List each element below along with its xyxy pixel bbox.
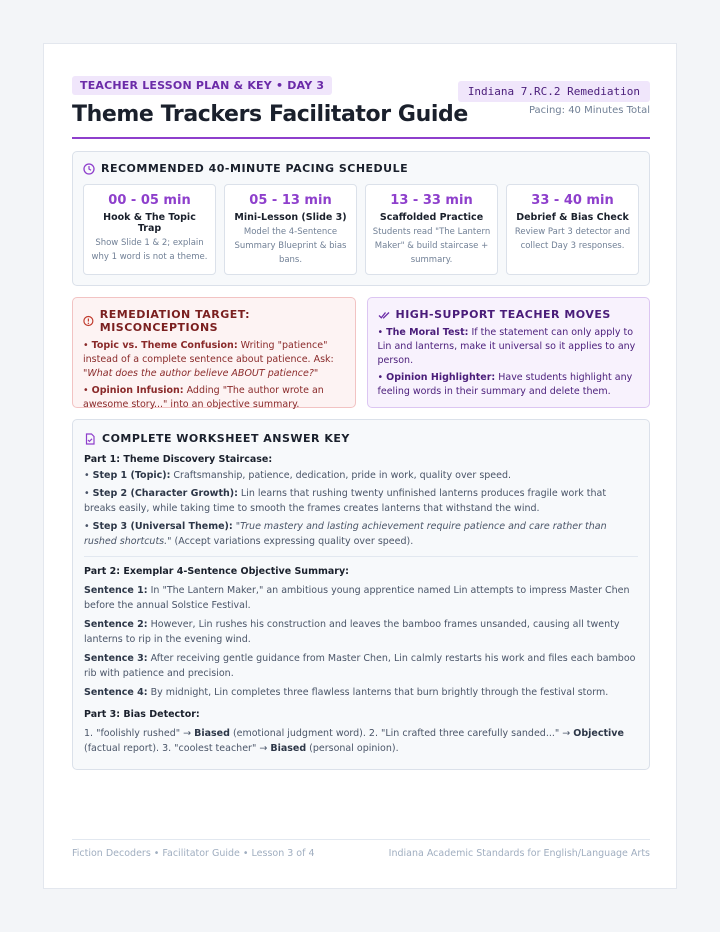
schedule-card (83, 184, 216, 275)
pacing-schedule-title: RECOMMENDED 40-MINUTE PACING SCHEDULE (101, 162, 409, 175)
schedule-time: 13 - 33 min (390, 193, 473, 208)
schedule-title: Scaffolded Practice (379, 212, 484, 223)
callout-row (72, 297, 650, 408)
misconception-text: Writing "patience" instead of a complete sentence about patience. Ask: (83, 340, 334, 365)
schedule-title: Hook & The Topic Trap (103, 212, 196, 234)
sentence-label: Sentence 4: (84, 687, 148, 698)
lesson-badge: TEACHER LESSON PLAN & KEY • DAY 3 (72, 76, 332, 95)
divider (84, 556, 638, 557)
misconception-text: Adding "The author wrote an awesome story..." into an objective summary. (83, 385, 324, 410)
misconception-topic-theme: • Topic vs. Theme Confusion: Writing "patience" instead of a complete sentence about patience. Ask: "What does the author believe ABOUT patience?" (83, 340, 334, 379)
step2: • Step 2 (Character Growth): Lin learns that rushing twenty unfinished lanterns produces fragile work that breaks easily, while taking time to smooth the frames creates lanterns that withstand the wind. (84, 488, 607, 514)
step-text: Lin learns that rushing twenty unfinished lanterns produces fragile work that breaks easily, while taking time to smooth the frames creates lanterns that withstand the wind. (84, 488, 607, 514)
footer-left: Fiction Decoders • Facilitator Guide • Lesson 3 of 4 (72, 848, 315, 859)
step-label: Step 1 (Topic): (92, 470, 171, 481)
bias-text: (factual report). 3. "coolest teacher" → (84, 743, 271, 754)
bias-detector-answers (84, 726, 638, 756)
move-label: The Moral Test: (386, 327, 469, 338)
sentence-label: Sentence 2: (84, 619, 148, 630)
theme-quote: "True mastery and lasting achievement require patience and care rather than rushed shortcuts." (84, 521, 607, 547)
part1-heading: Part 1: Theme Discovery Staircase: (84, 454, 273, 465)
page (43, 43, 677, 889)
step-label: Step 2 (Character Growth): (92, 488, 238, 499)
teacher-moves-panel (367, 297, 651, 408)
sentence3 (84, 651, 638, 681)
misconception-label: Opinion Infusion: (91, 385, 184, 396)
answer-key-panel (72, 419, 650, 770)
schedule-title: Mini-Lesson (Slide 3) (234, 212, 347, 223)
remediation-heading (83, 308, 345, 334)
answer-key-title: COMPLETE WORKSHEET ANSWER KEY (102, 432, 350, 445)
move-label: Opinion Highlighter: (386, 372, 496, 383)
move-opinion-highlighter: • Opinion Highlighter: Have students highlight any feeling words in their summary and delete them. (377, 372, 633, 397)
page-title: Theme Trackers Facilitator Guide (72, 102, 468, 127)
schedule-desc: Review Part 3 detector and collect Day 3 responses. (514, 227, 631, 251)
part2-heading: Part 2: Exemplar 4-Sentence Objective Summary: (84, 566, 349, 577)
sentence-text: However, Lin rushes his construction and leaves the bamboo frames unsanded, causing all twenty lanterns to rip in the evening wind. (84, 619, 620, 645)
teacher-moves-title: HIGH-SUPPORT TEACHER MOVES (395, 308, 611, 321)
move-moral-test: • The Moral Test: If the statement can only apply to Lin and lanterns, make it universal so it applies to any person. (377, 327, 636, 366)
move-text: Have students highlight any feeling words in their summary and delete them. (377, 372, 633, 397)
pacing-schedule-panel (72, 151, 650, 286)
misconception-quote: "What does the author believe ABOUT patience?" (83, 368, 319, 379)
bias-text: (personal opinion). (306, 743, 399, 754)
sentence4 (84, 685, 638, 700)
schedule-desc: Model the 4-Sentence Summary Blueprint & bias bans. (234, 227, 347, 265)
schedule-time: 33 - 40 min (531, 193, 614, 208)
clock-icon (83, 163, 95, 175)
double-check-icon (378, 309, 390, 321)
schedule-card (224, 184, 357, 275)
sentence-text: After receiving gentle guidance from Master Chen, Lin calmly restarts his work and files each bamboo rib with patience and precision. (84, 653, 636, 679)
pacing-total: Pacing: 40 Minutes Total (528, 105, 650, 116)
schedule-card (365, 184, 498, 275)
step1: • Step 1 (Topic): Craftsmanship, patience, dedication, pride in work, quality over speed. (84, 470, 512, 481)
step-text: (Accept variations expressing quality over speed). (171, 536, 414, 547)
bias-text: 1. "foolishly rushed" → (84, 728, 195, 739)
schedule-title: Debrief & Bias Check (516, 212, 629, 223)
answer-key-heading (84, 432, 638, 445)
remediation-panel (72, 297, 356, 408)
misconception-opinion: • Opinion Infusion: Adding "The author wrote an awesome story..." into an objective summary. (83, 385, 324, 410)
misconception-label: Topic vs. Theme Confusion: (91, 340, 238, 351)
step3: • Step 3 (Universal Theme): "True mastery and lasting achievement require patience and care rather than rushed shortcuts." (Accept variations expressing quality over speed). (84, 521, 607, 547)
sentence-text: In "The Lantern Maker," an ambitious young apprentice named Lin attempts to impress Master Chen before the annual Solstice Festival. (84, 585, 630, 611)
sentence2 (84, 617, 638, 647)
footer-right: Indiana Academic Standards for English/Language Arts (388, 848, 650, 859)
sentence-label: Sentence 1: (84, 585, 148, 596)
schedule-time: 00 - 05 min (108, 193, 191, 208)
pacing-schedule-heading (83, 162, 639, 175)
bias-text: (emotional judgment word). 2. "Lin crafted three carefully sanded..." → (229, 728, 574, 739)
page-footer (72, 839, 650, 859)
schedule-time: 05 - 13 min (249, 193, 332, 208)
sentence1 (84, 583, 638, 613)
alert-circle-icon (83, 315, 94, 327)
schedule-row (83, 184, 639, 275)
page-content (72, 74, 650, 770)
document-check-icon (84, 433, 96, 445)
schedule-card (506, 184, 639, 275)
step-label: Step 3 (Universal Theme): (92, 521, 233, 532)
bias-verdict: Biased (270, 743, 307, 754)
move-text: If the statement can only apply to Lin and lanterns, make it universal so it applies to any person. (377, 327, 636, 366)
schedule-desc: Students read "The Lantern Maker" & build staircase + summary. (372, 227, 491, 265)
standard-badge: Indiana 7.RC.2 Remediation (458, 81, 650, 102)
step-text: Craftsmanship, patience, dedication, pride in work, quality over speed. (170, 470, 512, 481)
bias-verdict: Objective (573, 728, 624, 739)
page-header (72, 74, 650, 139)
sentence-text: By midnight, Lin completes three flawless lanterns that burn brightly through the festival storm. (147, 687, 609, 698)
bias-verdict: Biased (194, 728, 230, 739)
sentence-label: Sentence 3: (84, 653, 148, 664)
teacher-moves-heading (378, 308, 640, 321)
header-rule (72, 137, 650, 139)
schedule-desc: Show Slide 1 & 2; explain why 1 word is not a theme. (91, 238, 208, 262)
part3-heading: Part 3: Bias Detector: (84, 709, 200, 720)
remediation-title: REMEDIATION TARGET: MISCONCEPTIONS (99, 308, 251, 334)
